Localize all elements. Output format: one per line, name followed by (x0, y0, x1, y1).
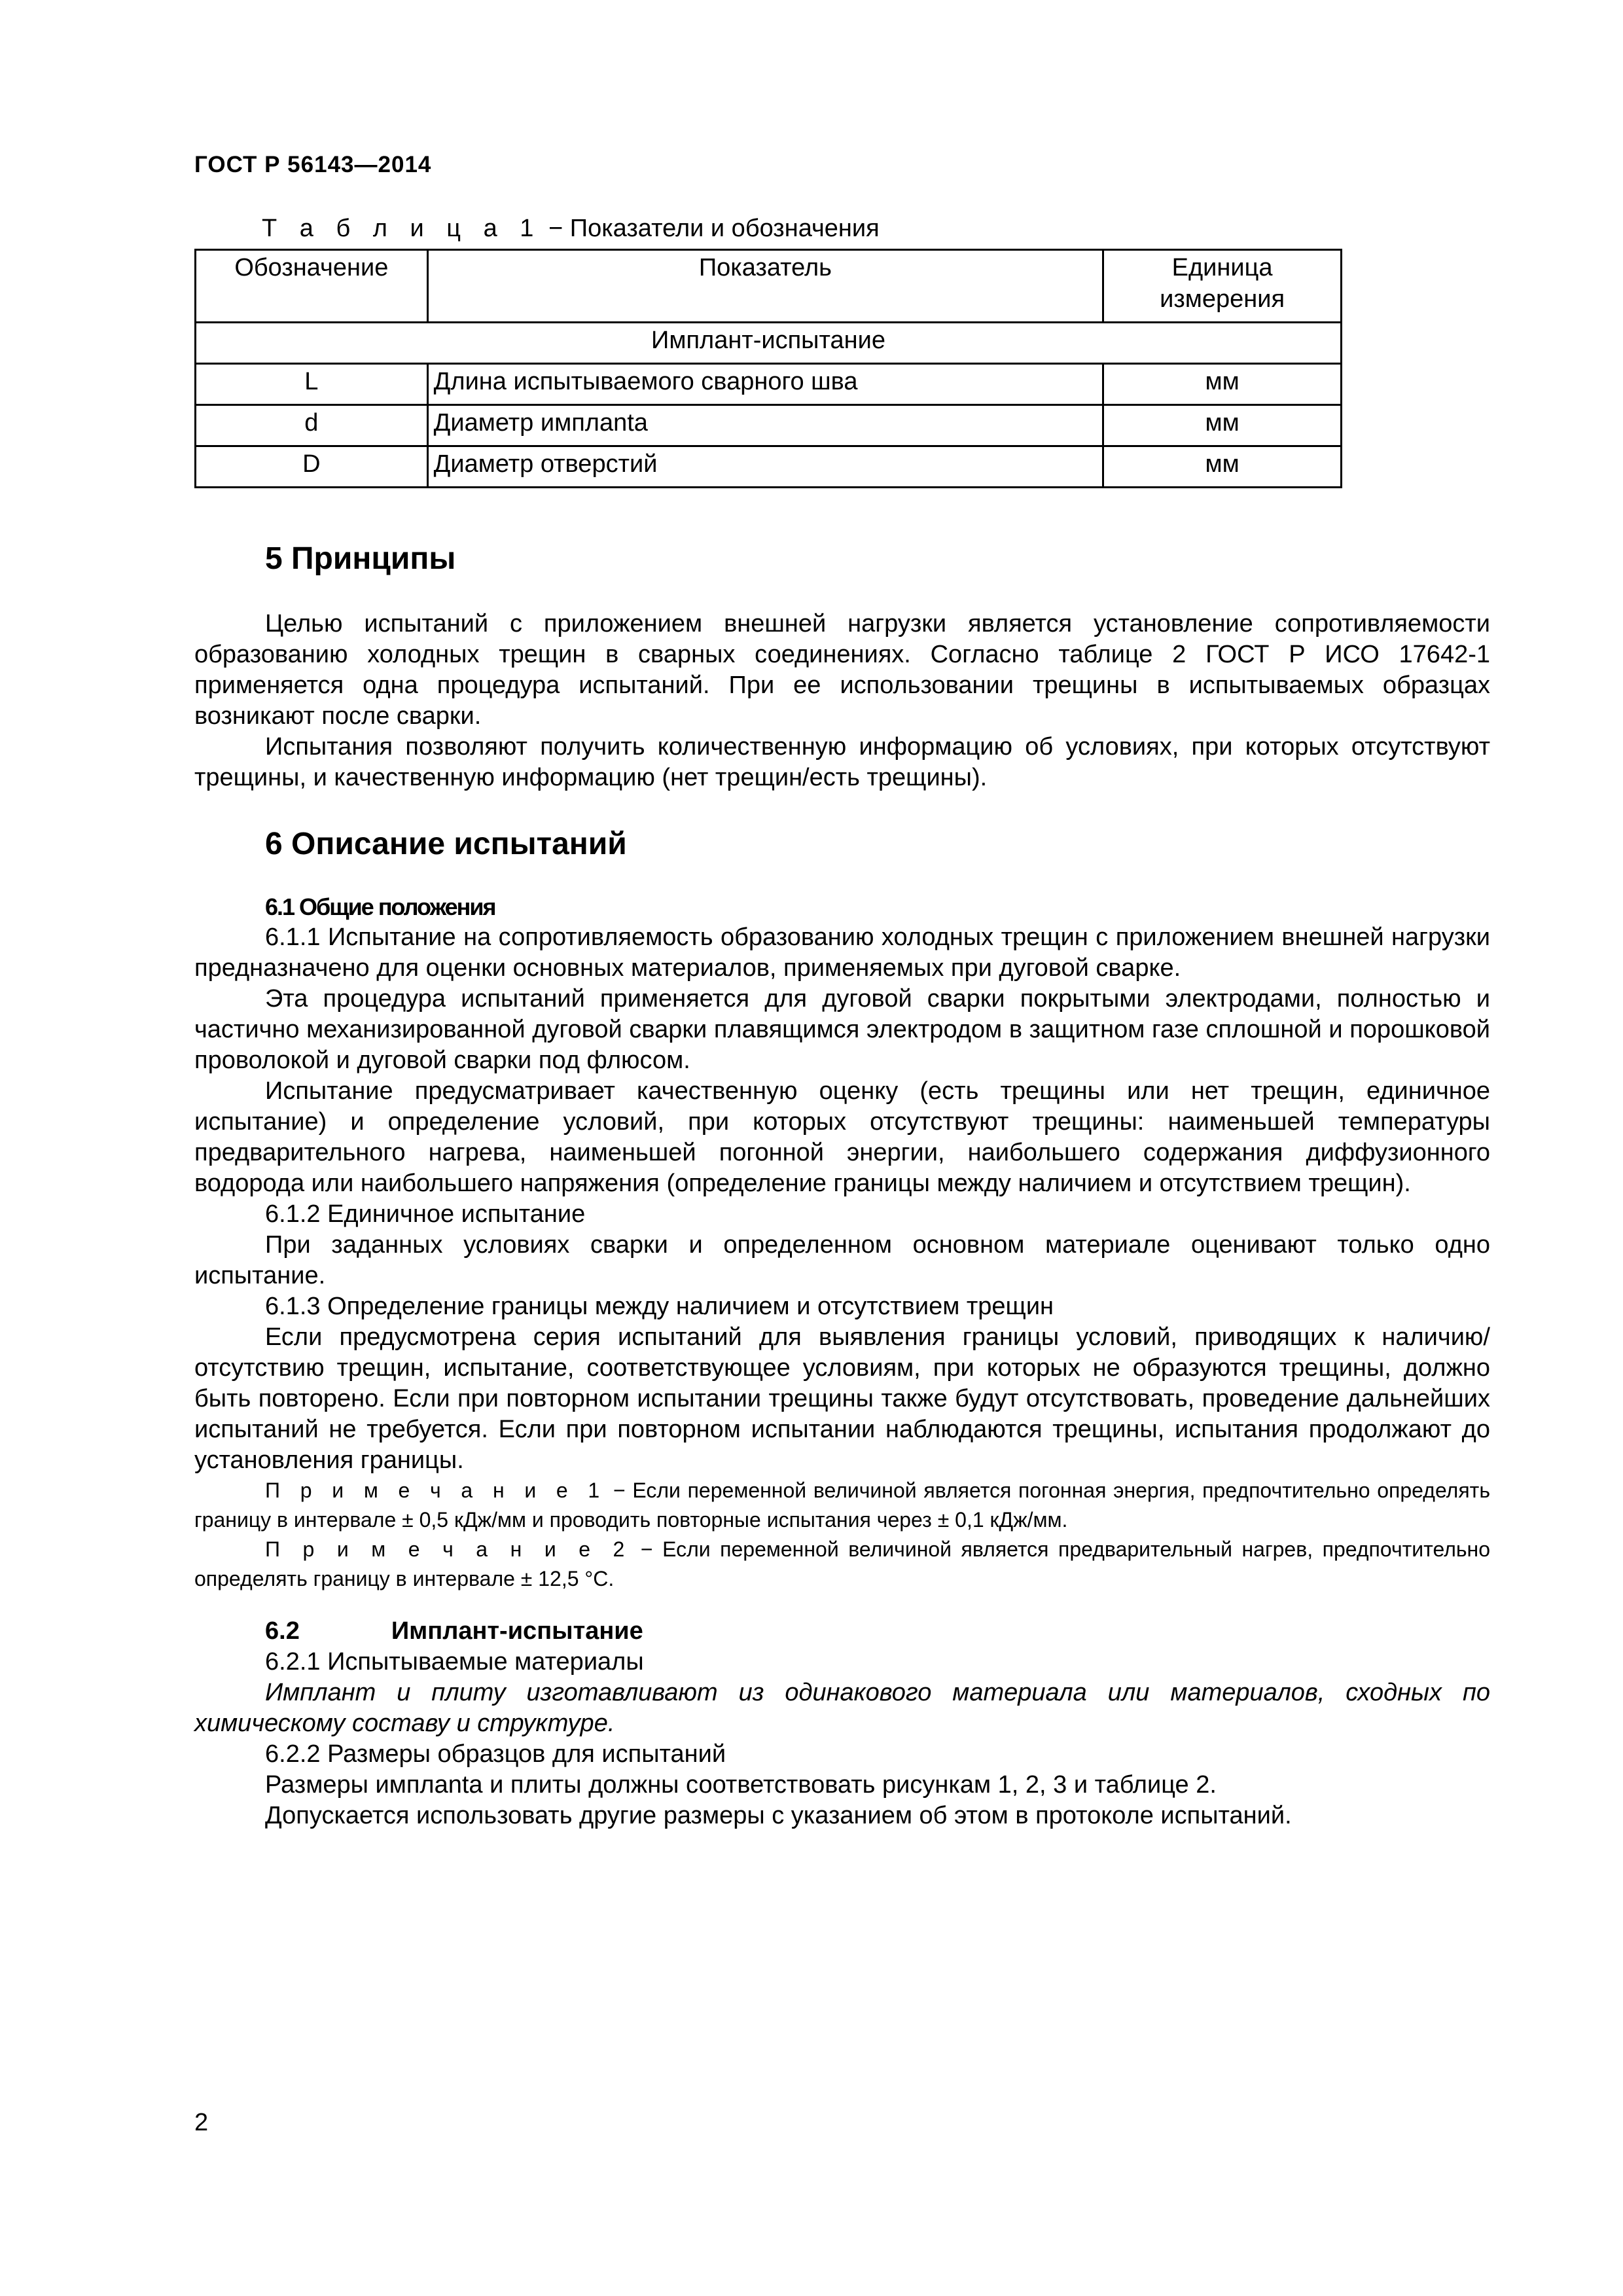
paragraph: Эта процедура испытаний применяется для дуговой сварки покрытыми электродами, полностью и частично механизированной дуговой сварки плавящимся электродом в защитном газе сплошной и порошковой проволокой и дуговой сварки под флюсом. (194, 985, 1490, 1074)
subsection-6-2-title (194, 1616, 1490, 1647)
paragraph: 6.1.2 Единичное испытание (265, 1200, 586, 1228)
section-5-body (194, 609, 1490, 793)
section-6-title: 6 Описание испытаний (265, 827, 627, 861)
paragraph: 6.2.2 Размеры образцов для испытаний (265, 1740, 726, 1768)
note-1 (194, 1476, 1490, 1535)
table-cell: Диаметр имплanta (427, 405, 1103, 446)
table-cell: L (196, 364, 428, 405)
paragraph: Допускается использовать другие размеры с указанием об этом в протоколе испытаний. (265, 1802, 1292, 1829)
table-row (196, 364, 1342, 405)
note-text: − Если переменной величиной является погонная энергия, предпочтительно определять границу в интервале ± 0,5 кДж/мм и проводить повторные испытания через ± 0,1 кДж/мм. (194, 1479, 1491, 1532)
paragraph: Испытания позволяют получить количественную информацию об условиях, при которых отсутствуют трещины, и качественную информацию (нет трещин/есть трещины). (194, 733, 1490, 791)
note-2 (194, 1535, 1490, 1594)
table-group-row (196, 323, 1342, 364)
table-header-cell: Показатель (427, 250, 1103, 323)
table-caption-label: Т а б л и ц а 1 (262, 215, 542, 242)
table-header-cell: Единица измерения (1103, 250, 1342, 323)
note-label: П р и м е ч а н и е 1 (265, 1479, 607, 1502)
subsection-6-1-title: 6.1 Общие положения (265, 893, 495, 920)
table-caption (262, 215, 880, 243)
table-group-cell: Имплант-испытание (196, 323, 1342, 364)
paragraph: При заданных условиях сварки и определенном основном материале оценивают только одно испытание. (194, 1231, 1490, 1289)
paragraph: Если предусмотрена серия испытаний для выявления границы условий, приводящих к наличию/отсутствию трещин, испытание, соответствующее условиям, при которых не образуются трещины, должно быть повторено. Если при повторном испытании трещины также будут отсутствовать, проведение дальнейших испытаний не требуется. Если при повторном испытании наблюдаются трещины, испытания продолжают до установления границы. (194, 1323, 1490, 1474)
document-header: ГОСТ Р 56143—2014 (194, 152, 432, 177)
table-header-row (196, 250, 1342, 323)
paragraph: 6.2.1 Испытываемые материалы (265, 1648, 644, 1676)
section-6-body (194, 891, 1490, 1831)
subsection-number: 6.2 (265, 1617, 300, 1645)
paragraph: Размеры имплanta и плиты должны соответствовать рисункам 1, 2, 3 и таблице 2. (265, 1771, 1217, 1799)
table-row (196, 405, 1342, 446)
table-cell: мм (1103, 364, 1342, 405)
note-text: − Если переменной величиной является предварительный нагрев, предпочтительно определять границу в интервале ± 12,5 °С. (194, 1537, 1491, 1590)
note-label: П р и м е ч а н и е 2 (265, 1537, 632, 1561)
paragraph: Целью испытаний с приложением внешней нагрузки является установление сопротивляемости образованию холодных трещин в сварных соединениях. Согласно таблице 2 ГОСТ Р ИСО 17642-1 применяется одна процедура испытаний. При ее использовании трещины в испытываемых образцах возникают после сварки. (194, 610, 1490, 730)
page-number: 2 (194, 2109, 209, 2136)
table-header-cell: Обозначение (196, 250, 428, 323)
subsection-title: Имплант-испытание (391, 1617, 643, 1645)
paragraph: Испытание предусматривает качественную оценку (есть трещины или нет трещин, единичное испытание) и определение условий, при которых отсутствуют трещины: наименьшей температуры предварительного нагрева, наименьшей погонной энергии, наибольшего содержания диффузионного водорода или наибольшего напряжения (определение границы между наличием и отсутствием трещин). (194, 1077, 1490, 1197)
indicators-table (194, 249, 1342, 488)
table-cell: мм (1103, 446, 1342, 488)
paragraph: 6.1.3 Определение границы между наличием и отсутствием трещин (265, 1293, 1054, 1320)
table-cell: мм (1103, 405, 1342, 446)
table-cell: d (196, 405, 428, 446)
table-row (196, 446, 1342, 488)
table-cell: Диаметр отверстий (427, 446, 1103, 488)
table-cell: D (196, 446, 428, 488)
paragraph: Имплант и плиту изготавливают из одинакового материала или материалов, сходных по химическому составу и структуре. (194, 1679, 1490, 1737)
paragraph: 6.1.1 Испытание на сопротивляемость образованию холодных трещин с приложением внешней нагрузки предназначено для оценки основных материалов, применяемых при дуговой сварке. (194, 924, 1490, 982)
table-caption-text: − Показатели и обозначения (541, 215, 880, 242)
section-5-title: 5 Принципы (265, 541, 456, 576)
table-cell: Длина испытываемого сварного шва (427, 364, 1103, 405)
